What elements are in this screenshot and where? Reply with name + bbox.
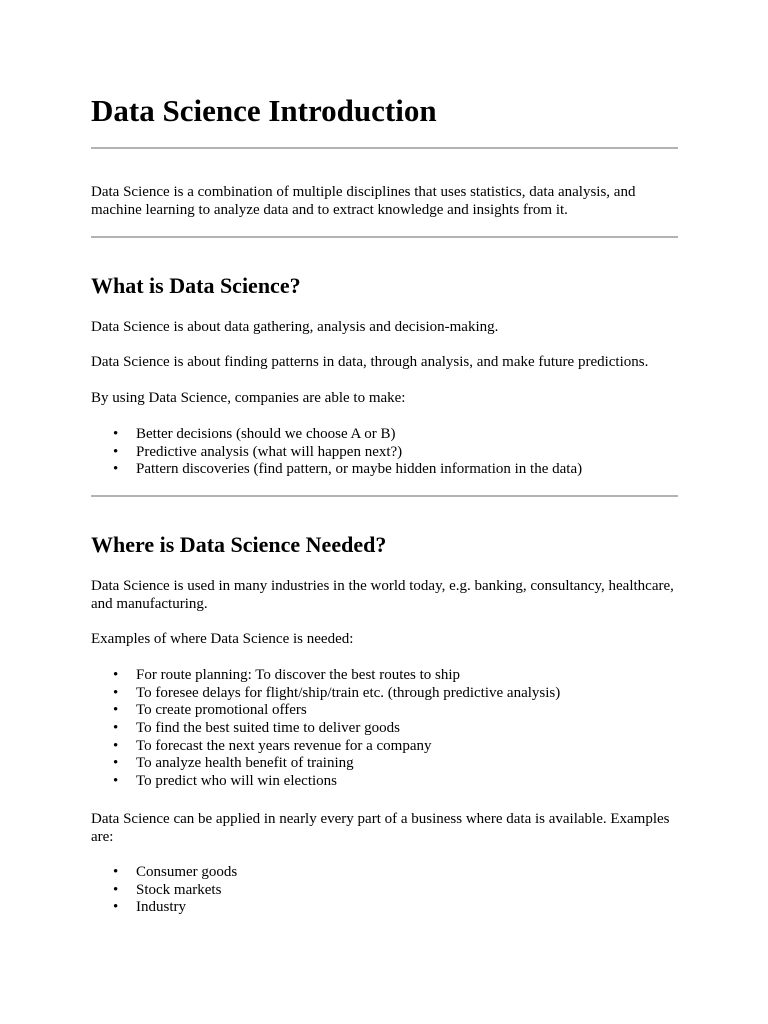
list-item: • Consumer goods (91, 863, 678, 881)
list-item: • To foresee delays for flight/ship/train etc. (through predictive analysis) (91, 684, 678, 702)
list-item: • Pattern discoveries (find pattern, or maybe hidden information in the data) (91, 460, 678, 478)
section2-paragraph-3: Data Science can be applied in nearly every part of a business where data is available. Examples are: (91, 811, 670, 845)
section2-paragraph-2: Examples of where Data Science is needed: (91, 631, 354, 647)
section-heading-where-needed: Where is Data Science Needed? (91, 532, 387, 557)
list-item: • To create promotional offers (91, 701, 678, 719)
section2-list-2 (91, 863, 678, 916)
page-title: Data Science Introduction (91, 93, 437, 128)
section-heading-what-is: What is Data Science? (91, 273, 301, 298)
section1-paragraph-3: By using Data Science, companies are able to make: (91, 390, 406, 406)
list-item: • To find the best suited time to deliver goods (91, 719, 678, 737)
section1-list (91, 425, 678, 478)
list-item: • Predictive analysis (what will happen next?) (91, 443, 678, 461)
section1-paragraph-1: Data Science is about data gathering, analysis and decision-making. (91, 319, 499, 335)
list-item: • To predict who will win elections (91, 772, 678, 790)
list-item: • Industry (91, 898, 678, 916)
section2-paragraph-1: Data Science is used in many industries in the world today, e.g. banking, consultancy, healthcare, and manufacturing. (91, 578, 674, 612)
list-item: • Better decisions (should we choose A or B) (91, 425, 678, 443)
divider (91, 495, 678, 497)
divider (91, 147, 678, 149)
list-item: • For route planning: To discover the best routes to ship (91, 666, 678, 684)
list-item: • To analyze health benefit of training (91, 754, 678, 772)
section1-paragraph-2: Data Science is about finding patterns in data, through analysis, and make future predictions. (91, 354, 649, 370)
section2-list (91, 666, 678, 790)
list-item: • To forecast the next years revenue for a company (91, 737, 678, 755)
divider (91, 236, 678, 238)
intro-paragraph: Data Science is a combination of multiple disciplines that uses statistics, data analysis, and machine learning to analyze data and to extract knowledge and insights from it. (91, 184, 636, 218)
list-item: • Stock markets (91, 881, 678, 899)
